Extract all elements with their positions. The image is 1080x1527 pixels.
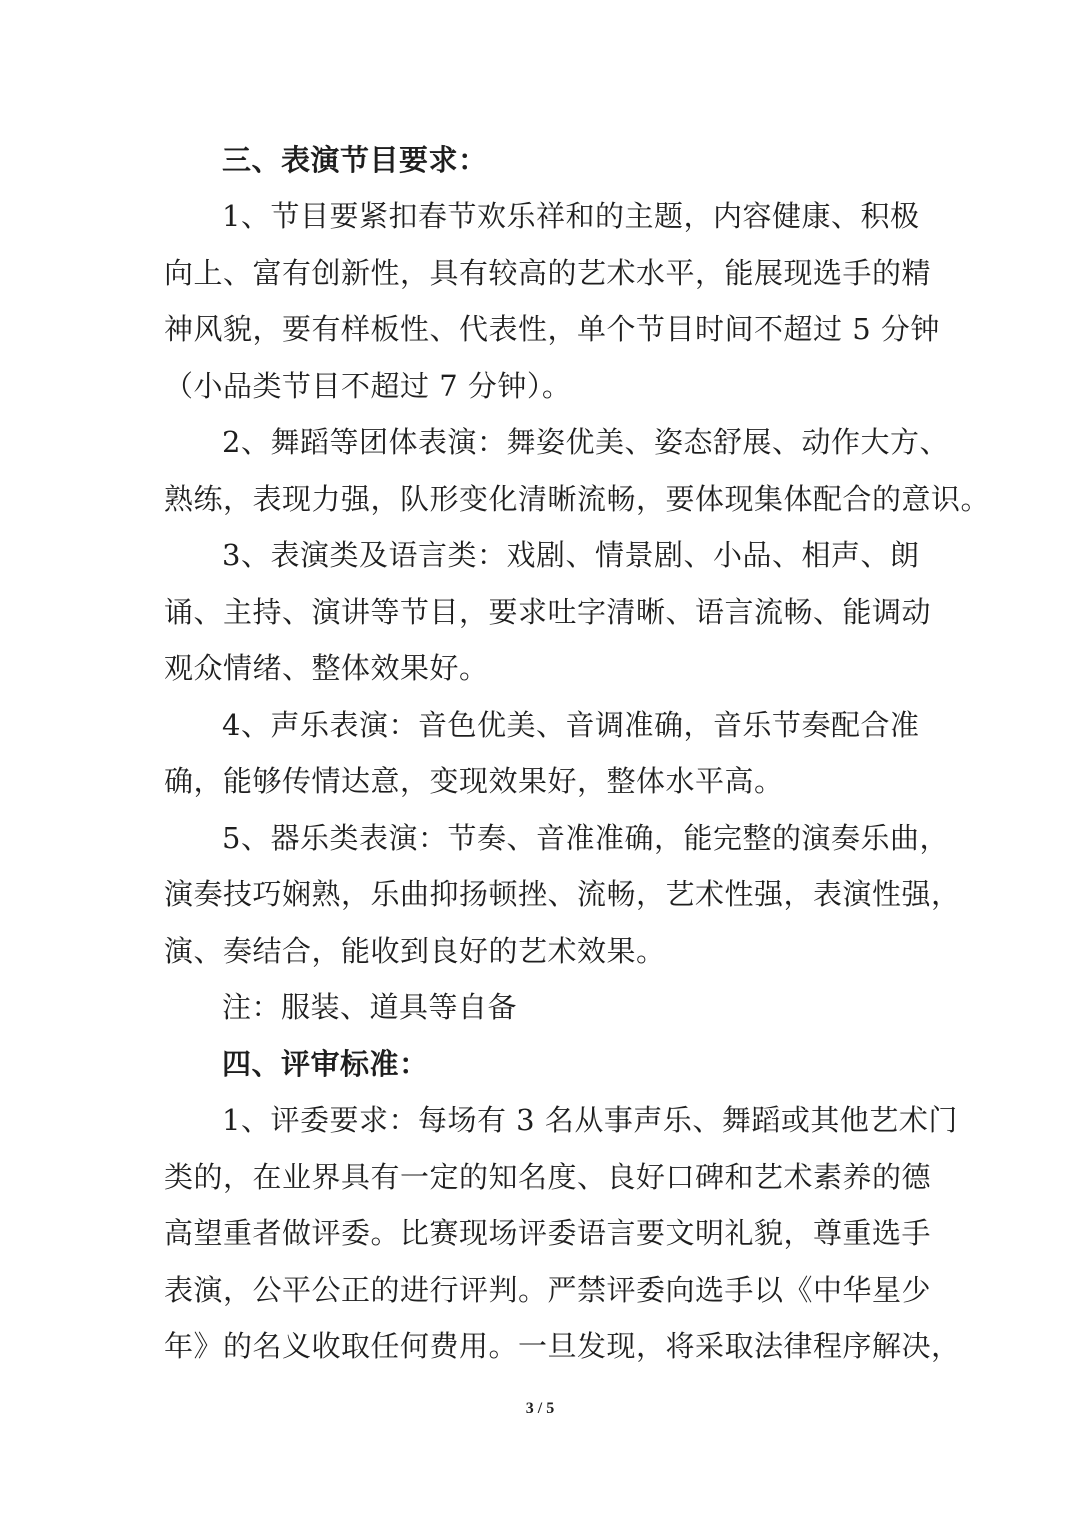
paragraph-line: 表演，公平公正的进行评判。严禁评委向选手以《中华星少 [164, 1273, 932, 1307]
paragraph-line: 观众情绪、整体效果好。 [164, 651, 489, 685]
paragraph-line: 演奏技巧娴熟，乐曲抑扬顿挫、流畅，艺术性强，表演性强， [164, 877, 961, 911]
paragraph-line: 高望重者做评委。比赛现场评委语言要文明礼貌，尊重选手 [164, 1216, 932, 1250]
paragraph-line: 确，能够传情达意，变现效果好，整体水平高。 [164, 764, 784, 798]
paragraph-line: 3、表演类及语言类：戏剧、情景剧、小品、相声、朗 [222, 538, 920, 572]
paragraph-line: 1、评委要求：每场有 3 名从事声乐、舞蹈或其他艺术门 [222, 1103, 958, 1137]
paragraph-line: 2、舞蹈等团体表演：舞姿优美、姿态舒展、动作大方、 [222, 425, 949, 459]
paragraph-line: 向上、富有创新性，具有较高的艺术水平，能展现选手的精 [164, 256, 932, 290]
paragraph-line: 1、节目要紧扣春节欢乐祥和的主题，内容健康、积极 [222, 199, 920, 233]
paragraph-line: （小品类节目不超过 7 分钟）。 [164, 369, 572, 403]
paragraph-line: 神风貌，要有样板性、代表性，单个节目时间不超过 5 分钟 [164, 312, 940, 346]
paragraph-line: 类的，在业界具有一定的知名度、良好口碑和艺术素养的德 [164, 1160, 932, 1194]
paragraph-line: 诵、主持、演讲等节目，要求吐字清晰、语言流畅、能调动 [164, 595, 932, 629]
paragraph-line: 演、奏结合，能收到良好的艺术效果。 [164, 934, 666, 968]
paragraph-line: 5、器乐类表演：节奏、音准准确，能完整的演奏乐曲， [222, 821, 949, 855]
section-heading-3: 三、表演节目要求： [222, 143, 488, 177]
section-heading-4: 四、评审标准： [222, 1047, 429, 1081]
page-number: 3 / 5 [525, 1400, 555, 1417]
paragraph-line: 4、声乐表演：音色优美、音调准确，音乐节奏配合准 [222, 708, 920, 742]
paragraph-line: 年》的名义收取任何费用。一旦发现，将采取法律程序解决， [164, 1329, 961, 1363]
paragraph-line: 熟练，表现力强，队形变化清晰流畅，要体现集体配合的意识。 [164, 482, 991, 516]
note-line: 注：服装、道具等自备 [222, 990, 518, 1024]
